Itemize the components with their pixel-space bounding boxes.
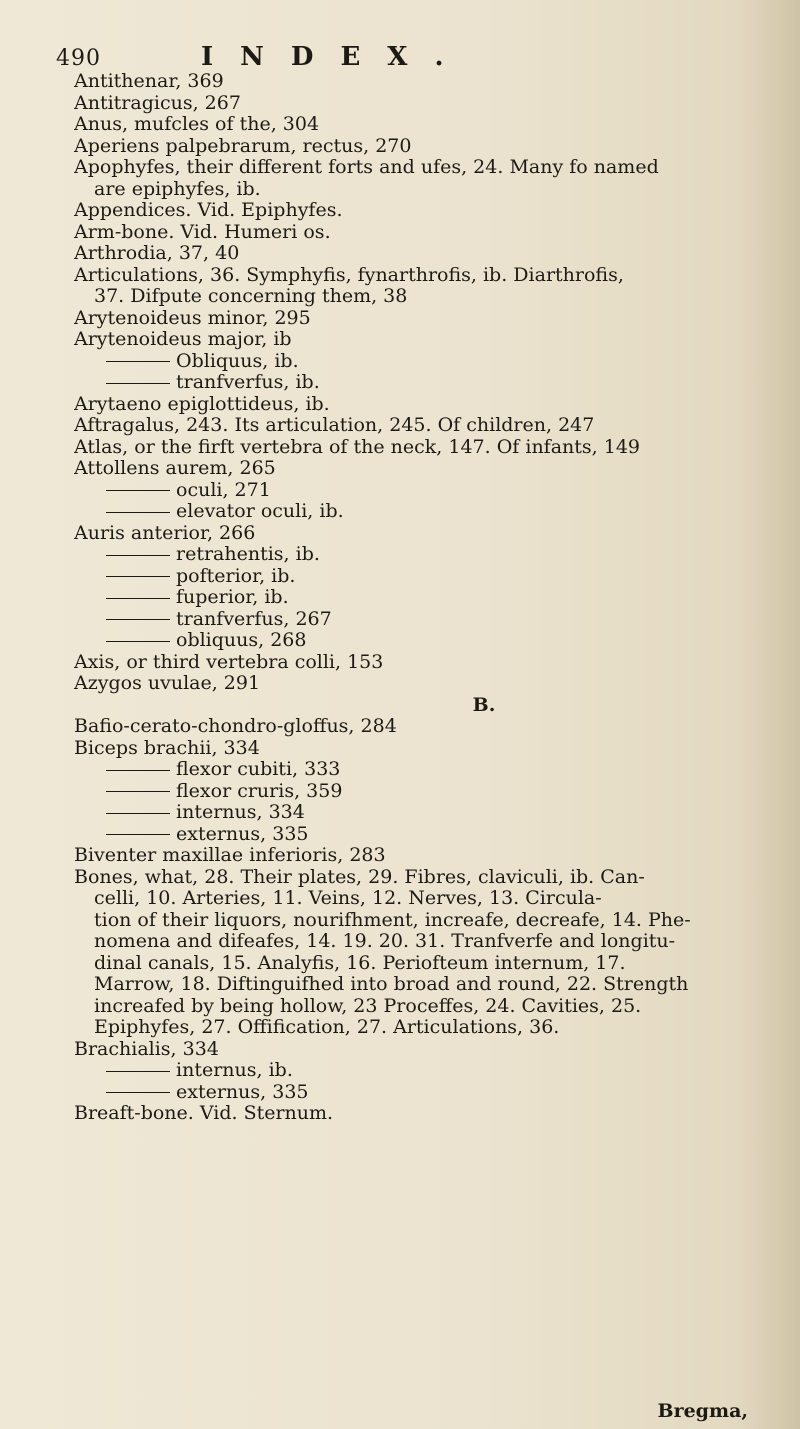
entry-text: externus, 335 <box>176 823 309 845</box>
entry-text: internus, ib. <box>176 1060 293 1081</box>
index-entry-continuation <box>74 953 774 975</box>
entry-text: Arytaeno epiglottideus, ib. <box>74 393 330 415</box>
page-title: INDEX. <box>201 42 471 72</box>
index-subentry <box>74 1060 774 1082</box>
ditto-dash <box>106 576 170 577</box>
entry-text: Arytenoideus minor, 295 <box>74 307 311 329</box>
index-entry <box>74 523 774 545</box>
index-entry <box>74 415 774 437</box>
index-subentry <box>74 759 774 781</box>
entry-text: Anus, mufcles of the, 304 <box>74 114 320 135</box>
entry-text: tranfverfus, 267 <box>176 608 332 630</box>
index-subentry <box>74 587 774 609</box>
index-entry <box>74 867 774 889</box>
index-entry-continuation <box>74 910 774 932</box>
entry-text: tion of their liquors, nourifhment, increafe, decreafe, 14. Phe- <box>94 909 691 931</box>
entry-text: Marrow, 18. Diftinguifhed into broad and round, 22. Strength <box>94 974 689 995</box>
index-subentry <box>74 1082 774 1104</box>
entry-text: Aperiens palpebrarum, rectus, 270 <box>74 135 412 157</box>
index-entry <box>74 1103 774 1125</box>
page-number: 490 <box>56 46 101 71</box>
index-entry <box>74 157 774 179</box>
index-entry <box>74 458 774 480</box>
entry-text: Arytenoideus major, ib <box>74 329 292 350</box>
index-entry <box>74 329 774 351</box>
entry-text: Aftragalus, 243. Its articulation, 245. Of children, 247 <box>74 415 595 436</box>
index-subentry <box>74 824 774 846</box>
entry-text: B. <box>472 694 496 716</box>
ditto-dash <box>106 791 170 792</box>
ditto-dash <box>106 555 170 556</box>
index-entry-continuation <box>74 1017 774 1039</box>
entry-text: Apophyfes, their different forts and ufes, 24. Many fo named <box>74 157 659 178</box>
entry-text: elevator oculi, ib. <box>176 501 344 522</box>
entry-text: Antithenar, 369 <box>74 71 224 92</box>
index-entry <box>74 652 774 674</box>
entry-text: Bafio-cerato-chondro-gloffus, 284 <box>74 716 397 737</box>
ditto-dash <box>106 641 170 642</box>
ditto-dash <box>106 361 170 362</box>
index-subentry <box>74 802 774 824</box>
ditto-dash <box>106 512 170 513</box>
entry-text: Azygos uvulae, 291 <box>74 673 261 694</box>
entry-text: oculi, 271 <box>176 479 271 501</box>
index-entry <box>74 716 774 738</box>
index-entry <box>74 114 774 136</box>
entry-text: Epiphyfes, 27. Offification, 27. Articulations, 36. <box>94 1017 560 1038</box>
index-entry <box>74 265 774 287</box>
index-subentry <box>74 630 774 652</box>
ditto-dash <box>106 619 170 620</box>
entry-text: flexor cubiti, 333 <box>176 759 341 780</box>
index-entry <box>74 243 774 265</box>
entry-text: fuperior, ib. <box>176 587 289 608</box>
index-entry <box>74 437 774 459</box>
index-subentry <box>74 501 774 523</box>
index-entry <box>74 71 774 93</box>
index-entry-continuation <box>74 888 774 910</box>
ditto-dash <box>106 1092 170 1093</box>
entry-text: Obliquus, ib. <box>176 350 299 372</box>
catchword: Bregma, <box>657 1400 748 1422</box>
entry-text: retrahentis, ib. <box>176 544 320 565</box>
entry-text: obliquus, 268 <box>176 630 307 651</box>
entry-text: Biceps brachii, 334 <box>74 737 260 759</box>
index-subentry <box>74 544 774 566</box>
ditto-dash <box>106 834 170 835</box>
entry-text: internus, 334 <box>176 802 305 823</box>
entry-text: Bones, what, 28. Their plates, 29. Fibres, claviculi, ib. Can- <box>74 866 645 888</box>
entry-text: Breaft-bone. Vid. Sternum. <box>74 1103 334 1124</box>
index-subentry <box>74 609 774 631</box>
index-entry-continuation <box>74 931 774 953</box>
ditto-dash <box>106 490 170 491</box>
index-entry <box>74 394 774 416</box>
entry-text: Articulations, 36. Symphyfis, fynarthrofis, ib. Diarthrofis, <box>74 264 624 286</box>
entry-text: Arm-bone. Vid. Humeri os. <box>74 221 331 243</box>
entry-text: Axis, or third vertebra colli, 153 <box>74 651 384 673</box>
entry-text: Brachialis, 334 <box>74 1038 219 1060</box>
index-entry <box>74 200 774 222</box>
entry-text: nomena and difeafes, 14. 19. 20. 31. Tranfverfe and longitu- <box>94 931 676 952</box>
entry-text: increafed by being hollow, 23 Proceffes, 24. Cavities, 25. <box>94 995 642 1017</box>
index-entry <box>74 1039 774 1061</box>
entry-text: pofterior, ib. <box>176 565 296 587</box>
entry-text: dinal canals, 15. Analyfis, 16. Periofteum internum, 17. <box>94 952 626 974</box>
index-entry-continuation <box>74 974 774 996</box>
entry-text: 37. Difpute concerning them, 38 <box>94 286 408 307</box>
index-subentry <box>74 480 774 502</box>
entry-text: Appendices. Vid. Epiphyfes. <box>74 200 343 221</box>
entry-text: are epiphyfes, ib. <box>94 178 261 200</box>
ditto-dash <box>106 383 170 384</box>
index-entry <box>74 308 774 330</box>
index-entry-continuation <box>74 286 774 308</box>
entry-text: Antitragicus, 267 <box>74 92 241 114</box>
ditto-dash <box>106 770 170 771</box>
ditto-dash <box>106 598 170 599</box>
entry-text: Atlas, or the firft vertebra of the neck, 147. Of infants, 149 <box>74 436 641 458</box>
index-subentry <box>74 566 774 588</box>
index-entry <box>74 222 774 244</box>
entry-text: Biventer maxillae inferioris, 283 <box>74 845 386 866</box>
ditto-dash <box>106 1071 170 1072</box>
entry-text: flexor cruris, 359 <box>176 780 343 802</box>
index-entries <box>74 71 774 1125</box>
entry-text: tranfverfus, ib. <box>176 372 320 393</box>
index-entry <box>74 845 774 867</box>
index-subentry <box>74 781 774 803</box>
entry-text: Auris anterior, 266 <box>74 522 256 544</box>
index-subentry <box>74 372 774 394</box>
index-entry <box>74 738 774 760</box>
entry-text: Arthrodia, 37, 40 <box>74 243 240 264</box>
index-subentry <box>74 351 774 373</box>
index-entry-continuation <box>74 996 774 1018</box>
entry-text: Attollens aurem, 265 <box>74 458 276 479</box>
index-entry <box>74 136 774 158</box>
entry-text: externus, 335 <box>176 1081 309 1103</box>
index-entry <box>74 93 774 115</box>
index-entry <box>74 673 774 695</box>
entry-text: celli, 10. Arteries, 11. Veins, 12. Nerves, 13. Circula- <box>94 888 602 909</box>
index-entry-continuation <box>74 179 774 201</box>
section-letter <box>74 695 774 717</box>
ditto-dash <box>106 813 170 814</box>
